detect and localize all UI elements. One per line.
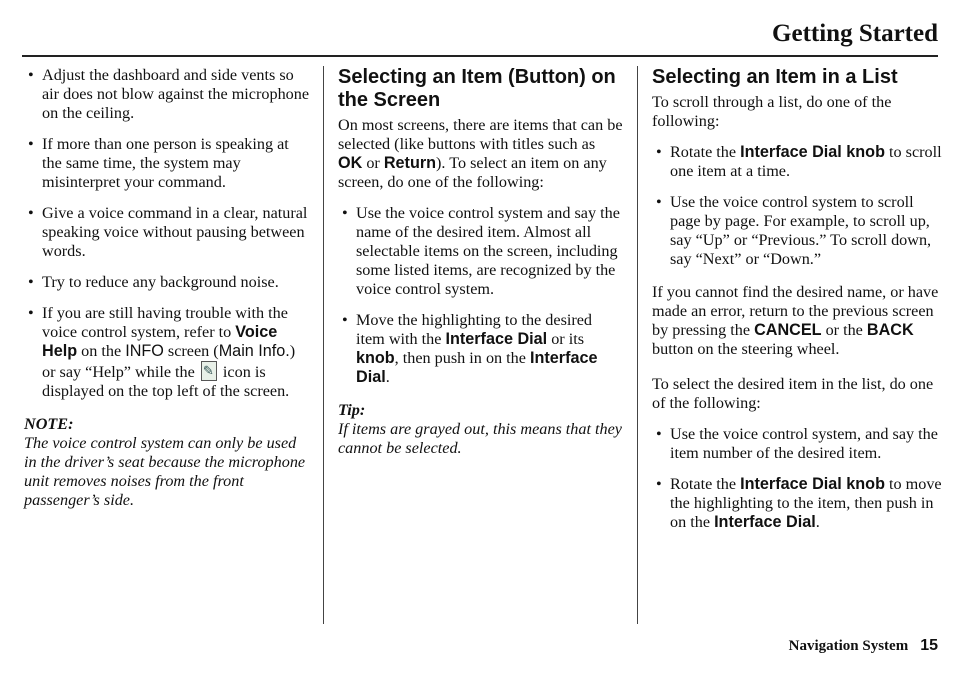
list-item: • Give a voice command in a clear, natural speaking voice without pausing between words.: [24, 204, 312, 261]
paragraph: To select the desired item in the list, do one of the following:: [652, 375, 934, 412]
paragraph: If you cannot find the desired name, or have made an error, return to the previous screen by pressing the CANCEL or the BACK button on the steering wheel.: [652, 283, 939, 358]
voice-control-icon: [201, 361, 217, 381]
footer-section-title: Navigation System: [788, 638, 909, 654]
paragraph: To scroll through a list, do one of the following:: [652, 93, 892, 130]
list-item: • Rotate the Interface Dial knob to move the highlighting to the item, then push in on the Interface Dial.: [652, 475, 942, 532]
scroll-methods-list: [652, 143, 942, 269]
list-item: • Use the voice control system, and say the item number of the desired item.: [652, 425, 942, 463]
list-item: • Adjust the dashboard and side vents so air does not blow against the microphone on the ceiling.: [24, 66, 312, 123]
section-heading: Selecting an Item (Button) on the Screen: [338, 66, 616, 111]
select-methods-list: [338, 204, 623, 387]
ui-term: CANCEL: [754, 321, 822, 339]
list-item: • Try to reduce any background noise.: [24, 273, 312, 292]
list-item: • Use the voice control system to scroll page by page. For example, to scroll up, say “Up” or “Previous.” To scroll down, say “Next” or “Down.”: [652, 193, 942, 269]
page-footer: [789, 637, 938, 655]
tip-body: If items are grayed out, this means that they cannot be selected.: [338, 420, 622, 457]
ui-term: Interface Dial: [714, 513, 816, 531]
list-item: • If you are still having trouble with the voice control system, refer to Voice Help on the INFO screen (Main Info.) or say “Help” while the ✎ icon is displayed on the top left of the screen.: [24, 304, 312, 401]
ui-term: knob: [356, 349, 395, 367]
note-heading: NOTE:: [24, 415, 74, 433]
ui-term: Interface Dial: [445, 330, 548, 348]
column-tips: [24, 66, 312, 510]
ui-term: Interface Dial knob: [740, 143, 885, 161]
paragraph: On most screens, there are items that can be selected (like buttons with titles such as OK or Return). To select an item on any screen, do one of the following:: [338, 116, 623, 191]
tip-heading: Tip:: [338, 401, 366, 419]
page-header-title: Getting Started: [772, 20, 938, 47]
ui-term: Voice Help: [42, 323, 278, 360]
list-item: • Move the highlighting to the desired item with the Interface Dial or its knob, then push in on the Interface Dial.: [338, 311, 623, 387]
column-divider-left: [323, 66, 324, 624]
tips-list: [24, 66, 312, 401]
ui-term: INFO: [125, 342, 164, 360]
list-item: • Rotate the Interface Dial knob to scroll one item at a time.: [652, 143, 942, 181]
header-rule: [22, 55, 938, 57]
ui-term: OK: [338, 154, 363, 172]
select-item-methods-list: [652, 425, 942, 532]
ui-term: Interface Dial: [356, 349, 598, 386]
ui-term: Interface Dial knob: [740, 475, 885, 493]
list-item: • If more than one person is speaking at the same time, the system may misinterpret your command.: [24, 135, 312, 192]
ui-term: Main Info.: [218, 342, 290, 360]
section-heading: Selecting an Item in a List: [652, 66, 898, 88]
note-body: The voice control system can only be used in the driver’s seat because the microphone unit removes noises from the front passenger’s side.: [24, 434, 306, 509]
ui-term: BACK: [866, 321, 914, 339]
page-number: 15: [920, 637, 938, 654]
column-select-button: [338, 66, 623, 458]
column-divider-right: [637, 66, 638, 624]
ui-term: Return: [383, 154, 437, 172]
column-select-list: [652, 66, 942, 544]
list-item: • Use the voice control system and say the name of the desired item. Almost all selectable items on the screen, including some listed items, are recognized by the voice control system.: [338, 204, 623, 299]
